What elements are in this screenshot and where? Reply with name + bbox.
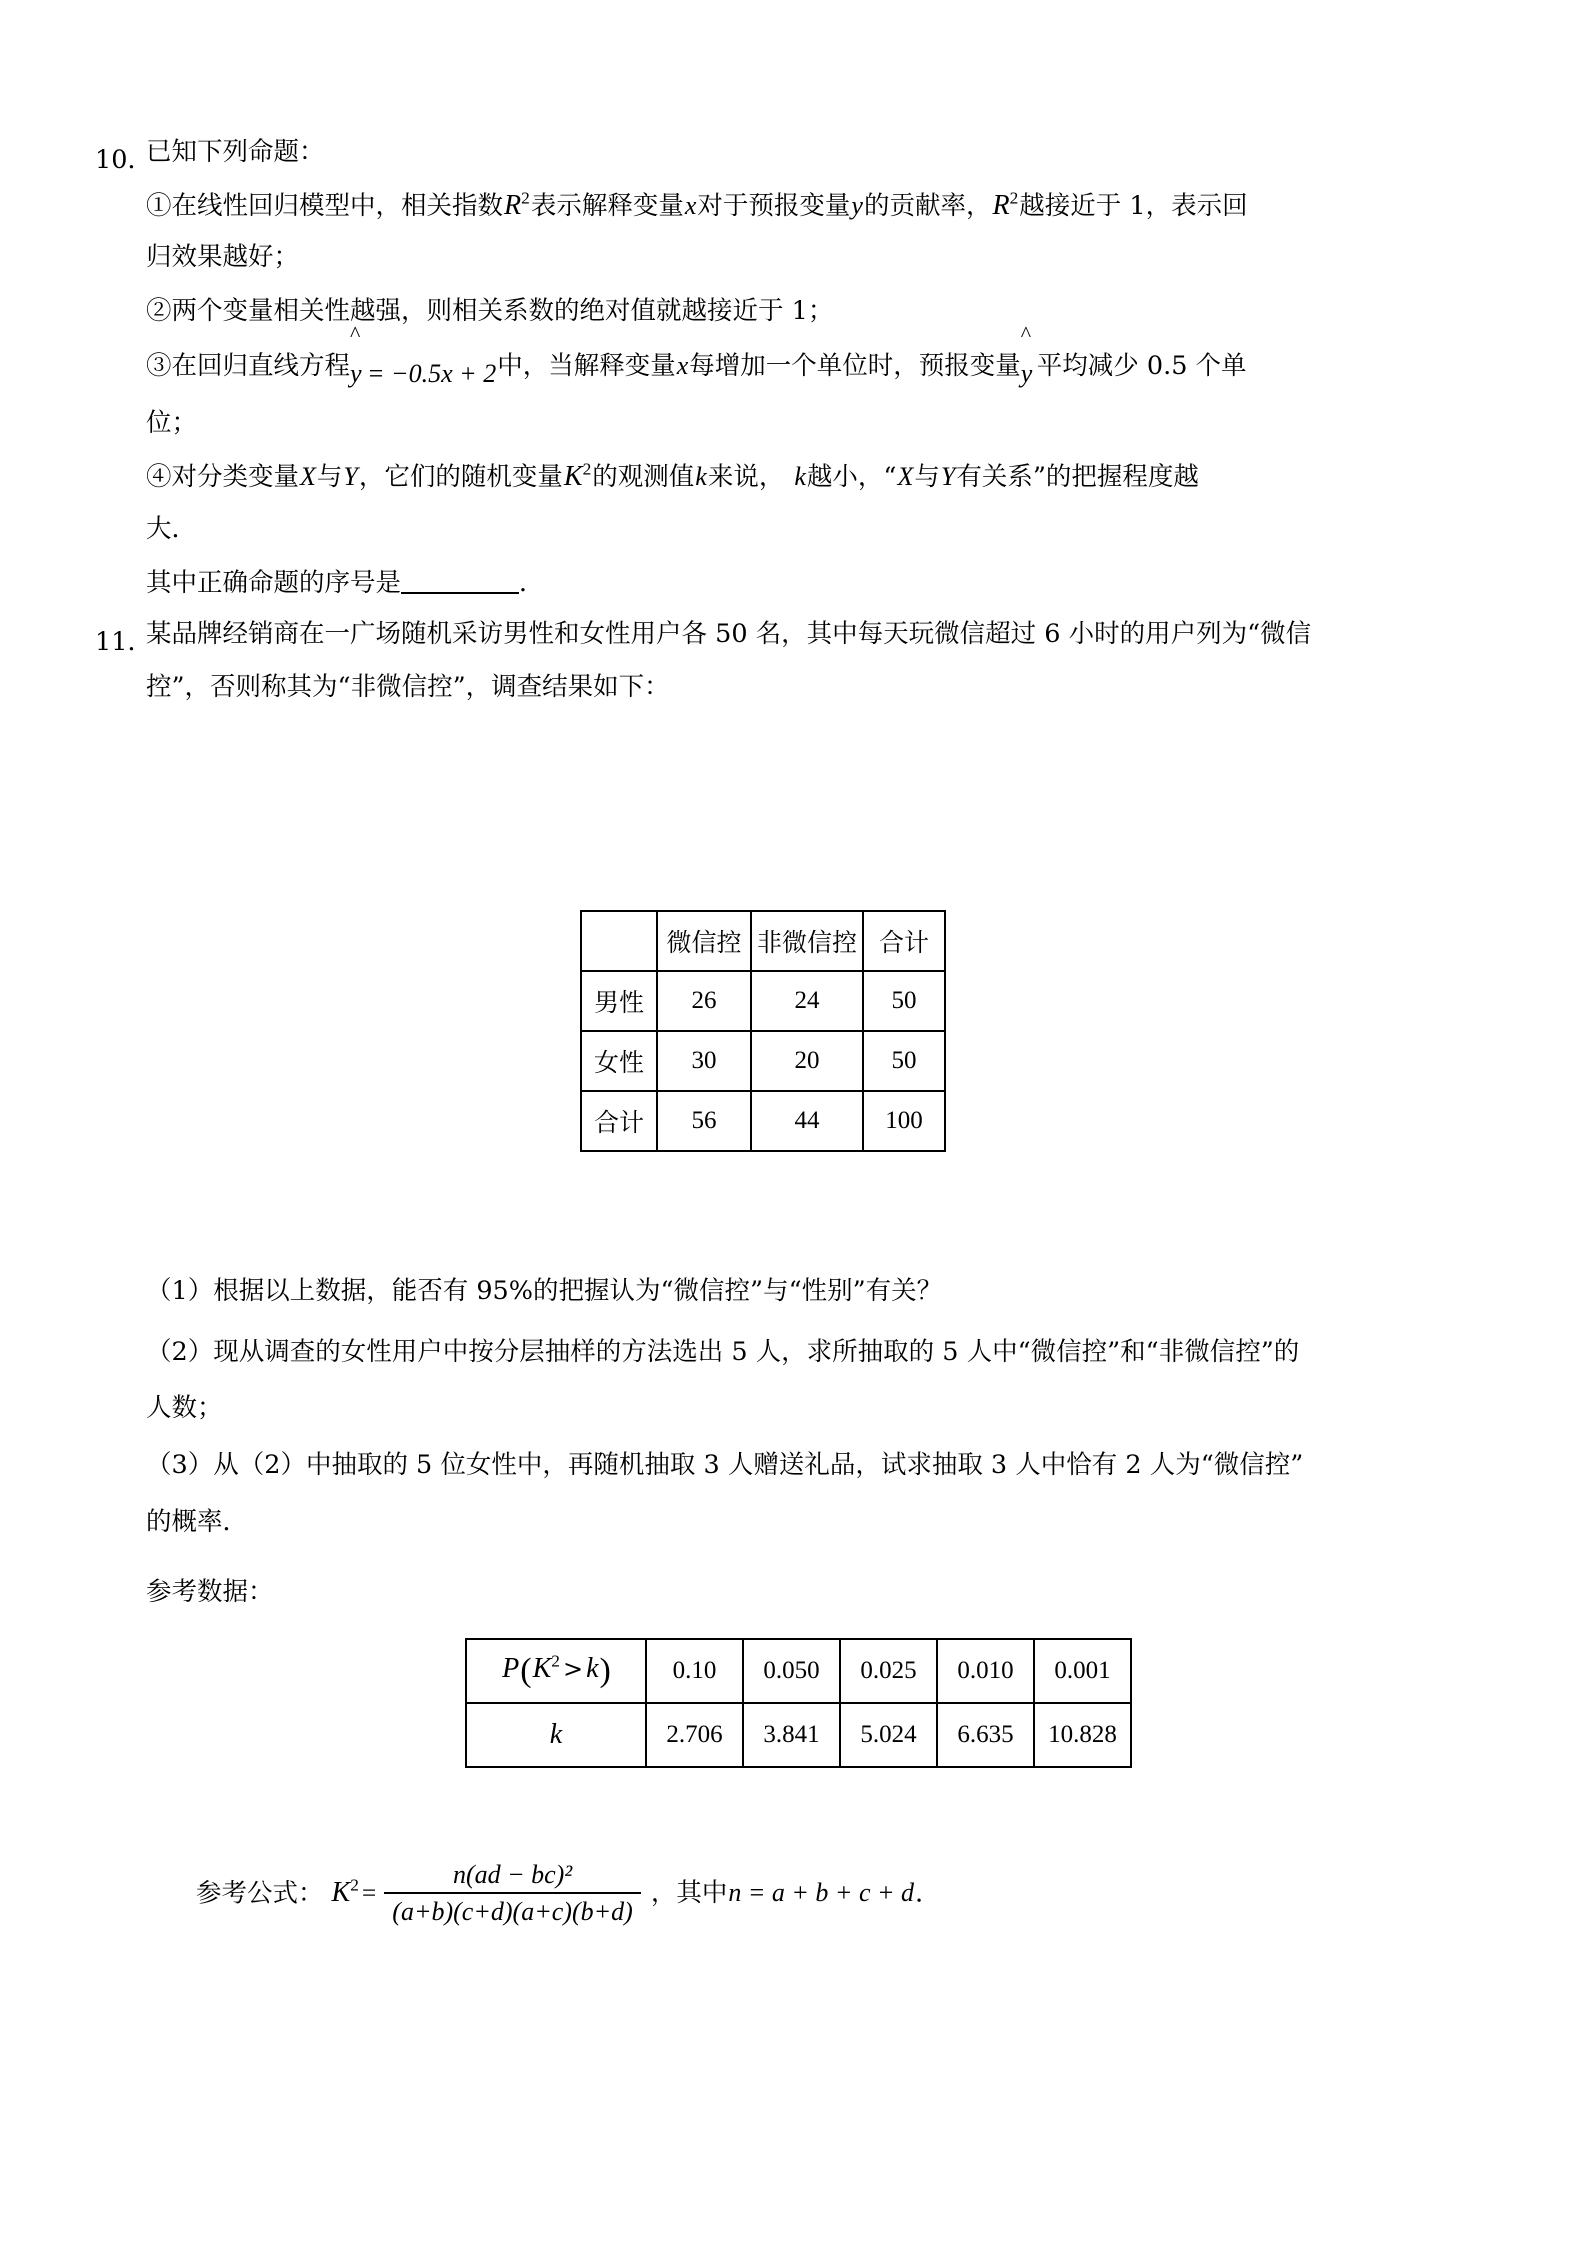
paren-open: ( <box>520 1652 532 1689</box>
cell-k-value: 6.635 <box>937 1703 1034 1767</box>
formula-lhs-K2: $K^2$ <box>331 1876 359 1909</box>
cell-male-non-wechat: 24 <box>751 971 863 1031</box>
cell-male-wechat: 26 <box>657 971 751 1031</box>
prop4-text-d: 的观测值 <box>592 462 695 492</box>
survey-results-table <box>580 910 946 1152</box>
prop3-text-a: ③在回归直线方程 <box>146 351 351 381</box>
problem-10-prop-4 <box>146 459 1199 492</box>
table-row <box>581 1091 945 1151</box>
table-row-k <box>466 1703 1131 1767</box>
cell-female-non-wechat: 20 <box>751 1031 863 1091</box>
table-header-row <box>581 911 945 971</box>
symbol-greater-than: > <box>562 1655 584 1683</box>
prop4-symbol-k2: k <box>794 462 806 491</box>
prop1-symbol-x: x <box>684 191 697 220</box>
prop4-symbol-Y2: Y <box>940 462 956 491</box>
prop4-text-e: 来说， <box>707 462 785 492</box>
prop3-text-c: 每增加一个单位时，预报变量 <box>689 351 1021 381</box>
problem-10-prop-1-cont: 归效果越好； <box>146 242 300 272</box>
table-row <box>581 971 945 1031</box>
cell-p-value: 0.001 <box>1034 1639 1131 1703</box>
symbol-P: P <box>502 1653 520 1684</box>
prop4-symbol-X2: X <box>897 462 914 491</box>
prop3-text-d: 平均减少 0.5 个单 <box>1036 351 1247 381</box>
problem-10-prop-4-cont: 大． <box>146 514 198 544</box>
problem-11-sub-3-line-2: 的概率． <box>146 1507 249 1537</box>
prop4-text-f: 越小，“ <box>806 462 897 492</box>
formula-period: ． <box>915 1878 941 1909</box>
prop4-symbol-Y: Y <box>343 462 358 491</box>
prop4-text-a: ④对分类变量 <box>146 462 300 492</box>
cell-k-value: 2.706 <box>646 1703 743 1767</box>
cell-total-non-wechat: 44 <box>751 1091 863 1151</box>
row-header-probability <box>466 1639 646 1703</box>
cell-female-wechat: 30 <box>657 1031 751 1091</box>
paren-close: ) <box>599 1652 611 1689</box>
prop1-text-e: 越接近于 1，表示回 <box>1019 191 1248 221</box>
prop4-text-h: 有关系”的把握程度越 <box>956 462 1199 492</box>
prop1-symbol-y: y <box>851 191 863 220</box>
problem-10-number: 10． <box>95 145 153 175</box>
prop4-symbol-k: k <box>695 462 707 491</box>
problem-11-stem-line-1: 某品牌经销商在一广场随机采访男性和女性用户各 50 名，其中每天玩微信超过 6 小时的用户列为“微信 <box>146 619 1312 649</box>
prop3-text-b: 中，当解释变量 <box>497 351 676 381</box>
prop1-symbol-R: $R^2$ <box>504 188 530 221</box>
reference-data-table <box>465 1638 1132 1768</box>
symbol-k: k <box>586 1653 599 1684</box>
row-label-male: 男性 <box>581 971 657 1031</box>
problem-11-sub-2-line-1: （2）现从调查的女性用户中按分层抽样的方法选出 5 人，求所抽取的 5 人中“微信控”和“非微信控”的 <box>146 1337 1300 1367</box>
row-header-k: k <box>466 1703 646 1767</box>
prop3-hat-y-equation: ^ y <box>350 321 362 388</box>
prop4-text-b: 与 <box>316 462 343 492</box>
cell-p-value: 0.10 <box>646 1639 743 1703</box>
prop1-text-c: 对于预报变量 <box>697 191 851 221</box>
formula-fraction <box>384 1860 641 1927</box>
problem-10-prop-3-cont: 位； <box>146 408 198 438</box>
problem-11-sub-3-line-1: （3）从（2）中抽取的 5 位女性中，再随机抽取 3 人赠送礼品，试求抽取 3 人中恰有 2 人为“微信控” <box>146 1450 1304 1480</box>
cell-p-value: 0.050 <box>743 1639 840 1703</box>
cell-grand-total: 100 <box>863 1091 945 1151</box>
cell-k-value: 3.841 <box>743 1703 840 1767</box>
formula-equals: = <box>361 1878 377 1908</box>
prop1-symbol-R2: $R^2$ <box>992 188 1019 221</box>
table-row <box>581 1031 945 1091</box>
prop3-equation-rest: = −0.5x + 2 <box>367 359 497 388</box>
formula-where-expression: n = a + b + c + d <box>728 1878 915 1908</box>
reference-formula-row <box>196 1862 941 1929</box>
prop3-hat-y-var: ^ y <box>1020 321 1033 388</box>
header-cell-corner <box>581 911 657 971</box>
answer-prompt-text: 其中正确命题的序号是 <box>146 568 402 598</box>
table-row-probability <box>466 1639 1131 1703</box>
problem-11-stem-line-2: 控”，否则称其为“非微信控”，调查结果如下： <box>146 672 670 702</box>
problem-10-prop-3 <box>146 321 1247 388</box>
cell-male-total: 50 <box>863 971 945 1031</box>
prop1-text-b: 表示解释变量 <box>530 191 684 221</box>
header-cell-total: 合计 <box>863 911 945 971</box>
problem-11-number: 11． <box>95 627 153 657</box>
reference-data-label: 参考数据： <box>146 1577 274 1607</box>
prop4-symbol-K2: $K^2$ <box>563 459 592 492</box>
problem-10-answer-prompt <box>146 570 545 597</box>
prop4-symbol-X: X <box>300 462 316 491</box>
cell-k-value: 5.024 <box>840 1703 937 1767</box>
problem-10-prop-2: ②两个变量相关性越强，则相关系数的绝对值就越接近于 1； <box>146 296 834 326</box>
prop4-text-g: 与 <box>914 462 940 492</box>
formula-denominator: (a+b)(c+d)(a+c)(b+d) <box>392 1897 633 1926</box>
header-cell-wechat-addict: 微信控 <box>657 911 751 971</box>
cell-total-wechat: 56 <box>657 1091 751 1151</box>
formula-where-prefix: ，其中 <box>650 1878 728 1909</box>
problem-10-prop-1 <box>146 188 1248 221</box>
header-cell-non-wechat-addict: 非微信控 <box>751 911 863 971</box>
prop4-text-c: ，它们的随机变量 <box>358 462 563 492</box>
problem-10-stem: 已知下列命题： <box>146 137 325 167</box>
problem-11-sub-2-line-2: 人数； <box>146 1393 223 1423</box>
row-label-female: 女性 <box>581 1031 657 1091</box>
cell-p-value: 0.025 <box>840 1639 937 1703</box>
row-label-total: 合计 <box>581 1091 657 1151</box>
answer-blank-input[interactable] <box>401 572 519 594</box>
formula-numerator: n(ad − bc)² <box>452 1860 573 1889</box>
prop3-symbol-x: x <box>676 351 689 380</box>
prop1-text-d: 的贡献率， <box>863 191 992 221</box>
formula-label: 参考公式： <box>196 1878 324 1909</box>
cell-k-value: 10.828 <box>1034 1703 1131 1767</box>
symbol-K2: $K^2$ <box>532 1651 560 1684</box>
cell-p-value: 0.010 <box>937 1639 1034 1703</box>
cell-female-total: 50 <box>863 1031 945 1091</box>
prop1-text-a: ①在线性回归模型中，相关指数 <box>146 191 504 221</box>
answer-prompt-period: ． <box>519 568 545 598</box>
problem-11-sub-1: （1）根据以上数据，能否有 95%的把握认为“微信控”与“性别”有关？ <box>146 1276 943 1306</box>
